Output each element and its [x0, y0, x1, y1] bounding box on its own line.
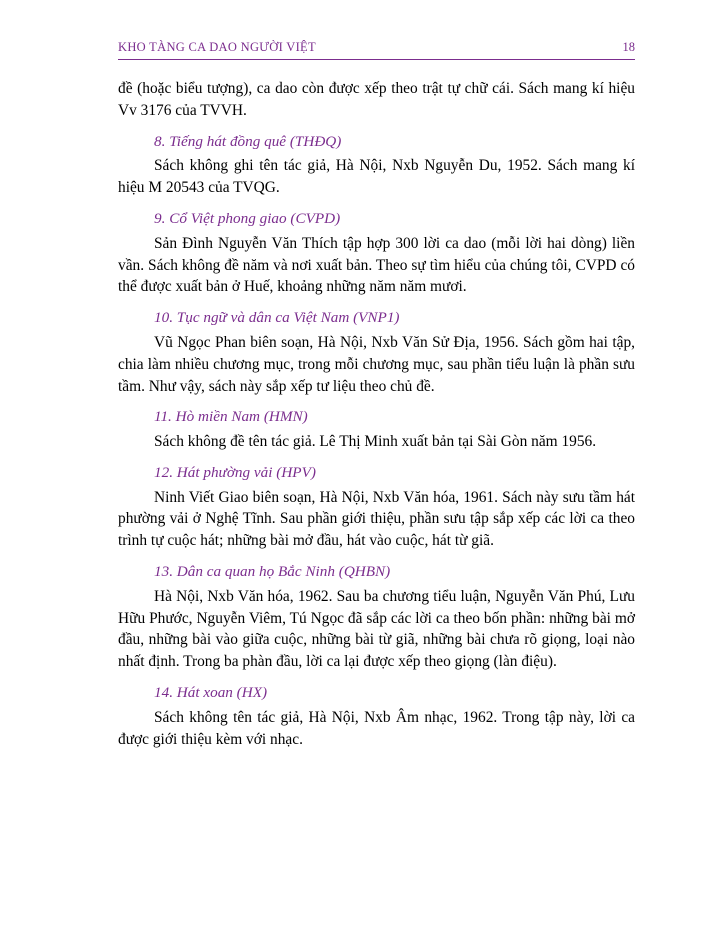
page-header — [118, 40, 635, 60]
section-paragraph-13: Hà Nội, Nxb Văn hóa, 1962. Sau ba chương tiểu luận, Nguyễn Văn Phú, Lưu Hữu Phước, Nguyễn Viêm, Tú Ngọc đã sắp các lời ca theo bốn phần: những bài mở đầu, những bài vào giữa cuộc, những bài từ giã, những bài chưa rõ giọng, loại nào nhất định. Trong ba phàn đầu, lời ca lại được xếp theo giọng (làn điệu). — [118, 587, 635, 671]
section-paragraph-8: Sách không ghi tên tác giả, Hà Nội, Nxb Nguyễn Du, 1952. Sách mang kí hiệu M 20543 của TVQG. — [118, 157, 635, 197]
section-paragraph-14: Sách không tên tác giả, Hà Nội, Nxb Âm nhạc, 1962. Trong tập này, lời ca được giới thiệu kèm với nhạc. — [118, 708, 635, 748]
section-heading-14: 14. Hát xoan (HX) — [154, 684, 268, 702]
section-heading-11: 11. Hò miền Nam (HMN) — [154, 408, 308, 426]
section-heading-10: 10. Tục ngữ và dân ca Việt Nam (VNP1) — [154, 309, 400, 327]
section-paragraph-12: Ninh Viết Giao biên soạn, Hà Nội, Nxb Văn hóa, 1961. Sách này sưu tầm hát phường vải ở Nghệ Tĩnh. Sau phần giới thiệu, phần sưu tập sắp xếp các lời ca theo trình tự cuộc hát; những bài mở đầu, hát vào cuộc, hát từ giã. — [118, 488, 635, 550]
running-head-title: KHO TÀNG CA DAO NGƯỜI VIỆT — [118, 40, 316, 54]
section-paragraph-9: Sản Đình Nguyễn Văn Thích tập hợp 300 lời ca dao (mỗi lời hai dòng) liền vần. Sách không đề năm và nơi xuất bản. Theo sự tìm hiểu của chúng tôi, CVPD có thể được xuất bản ở Huế, khoảng những năm năm mươi. — [118, 234, 635, 296]
page-number: 18 — [622, 40, 635, 54]
section-paragraph-11: Sách không đề tên tác giả. Lê Thị Minh xuất bản tại Sài Gòn năm 1956. — [154, 433, 597, 451]
section-heading-13: 13. Dân ca quan họ Bắc Ninh (QHBN) — [154, 563, 391, 581]
section-heading-12: 12. Hát phường vải (HPV) — [154, 463, 316, 481]
section-paragraph-10: Vũ Ngọc Phan biên soạn, Hà Nội, Nxb Văn Sử Địa, 1956. Sách gồm hai tập, chia làm nhiều chương mục, trong mỗi chương mục, sau phần tiểu luận là phần sưu tầm. Như vậy, sách này sắp xếp tư liệu theo chủ đề. — [118, 333, 635, 395]
page-body — [118, 78, 635, 751]
section-heading-8: 8. Tiếng hát đồng quê (THĐQ) — [154, 132, 342, 150]
intro-paragraph: đề (hoặc biểu tượng), ca dao còn được xếp theo trật tự chữ cái. Sách mang kí hiệu Vv 3176 của TVVH. — [118, 80, 635, 119]
section-heading-9: 9. Cổ Việt phong giao (CVPD) — [154, 210, 341, 228]
